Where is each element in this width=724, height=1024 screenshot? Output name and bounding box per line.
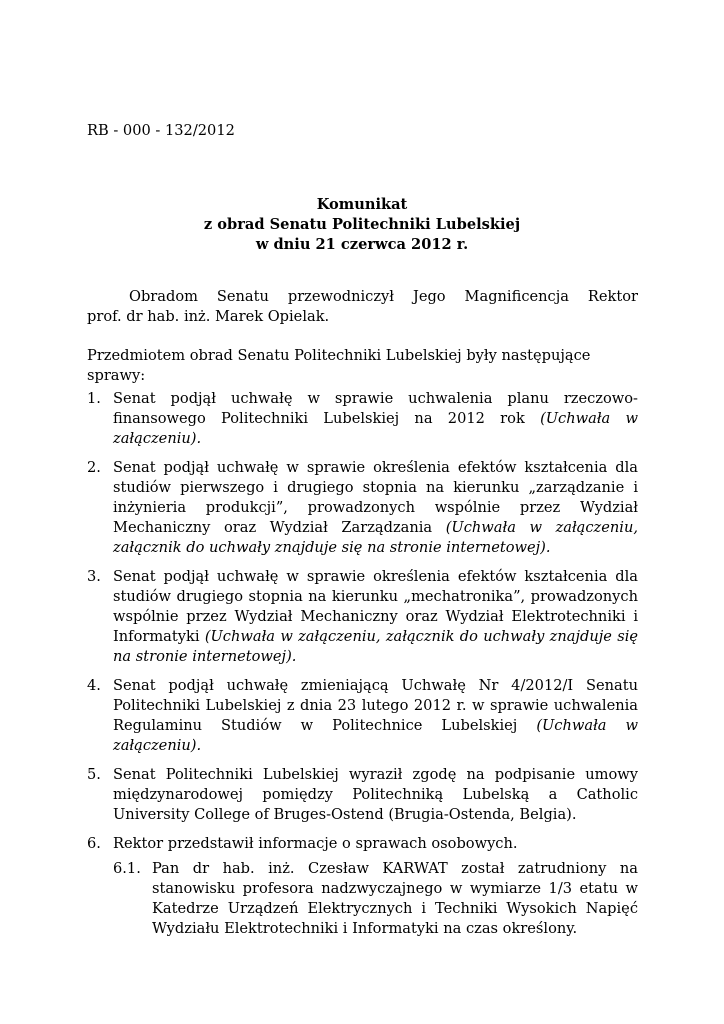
- item-text: Senat podjął uchwałę w sprawie określenia efektów kształcenia dla studiów drugiego stopnia na kierunku „mechatronika”, prowadzonych wspólnie przez Wydział Mechaniczny oraz Wydział Elektrotechniki i Informatyki: [113, 568, 638, 645]
- subitem-number: 6.1.: [113, 860, 141, 877]
- agenda-subitem-6-1: [113, 859, 638, 939]
- agenda-item-1: [87, 389, 638, 449]
- title-line-1: Komunikat: [316, 196, 408, 213]
- document-title: [0, 195, 724, 255]
- item-text: Senat podjął uchwałę zmieniającą Uchwałę Nr 4/2012/I Senatu Politechniki Lubelskiej z dnia 23 lutego 2012 r. w sprawie uchwalenia Regulaminu Studiów w Politechnice Lubelskiej: [113, 677, 638, 734]
- item-note: (Uchwała w załączeniu, załącznik do uchwały znajduje się na stronie internetowej).: [113, 519, 638, 556]
- item-text: Rektor przedstawił informacje o sprawach osobowych.: [113, 835, 518, 852]
- intro-paragraph: [87, 287, 638, 327]
- item-number: 2.: [87, 459, 101, 476]
- agenda-item-5: [87, 765, 638, 825]
- item-text: Senat Politechniki Lubelskiej wyraził zgodę na podpisanie umowy międzynarodowej pomiędzy Politechniką Lubelską a Catholic University College of Bruges-Ostend (Brugia-Ostenda, Belgia).: [113, 766, 638, 823]
- subject-paragraph: Przedmiotem obrad Senatu Politechniki Lubelskiej były następujące sprawy:: [87, 347, 591, 384]
- title-line-2: z obrad Senatu Politechniki Lubelskiej: [203, 216, 521, 233]
- intro-line-1: Obradom Senatu przewodniczył Jego Magnificencja Rektor: [129, 288, 638, 305]
- agenda-list: [87, 389, 638, 939]
- agenda-item-6: [87, 834, 638, 939]
- item-text: Senat podjął uchwałę w sprawie uchwalenia planu rzeczowo-finansowego Politechniki Lubelskiej na 2012 rok: [113, 390, 638, 427]
- intro-line-2: prof. dr hab. inż. Marek Opielak.: [87, 308, 330, 325]
- item-number: 6.: [87, 835, 101, 852]
- agenda-item-4: [87, 676, 638, 756]
- item-number: 1.: [87, 390, 101, 407]
- item-number: 5.: [87, 766, 101, 783]
- item-note: (Uchwała w załączeniu, załącznik do uchwały znajduje się na stronie internetowej).: [113, 628, 638, 665]
- subitem-text: Pan dr hab. inż. Czesław KARWAT został zatrudniony na stanowisku profesora nadzwyczajnego w wymiarze 1/3 etatu w Katedrze Urządzeń Elektrycznych i Techniki Wysokich Napięć Wydziału Elektrotechniki i Informatyki na czas określony.: [152, 860, 638, 937]
- item-note: (Uchwała w załączeniu).: [113, 717, 638, 754]
- item-text: Senat podjął uchwałę w sprawie określenia efektów kształcenia dla studiów pierwszego i drugiego stopnia na kierunku „zarządzanie i inżynieria produkcji”, prowadzonych wspólnie przez Wydział Mechaniczny oraz Wydział Zarządzania: [113, 459, 638, 536]
- item-note: (Uchwała w załączeniu).: [113, 410, 639, 447]
- agenda-item-2: [87, 458, 638, 558]
- agenda-item-3: [87, 567, 638, 667]
- item-number: 4.: [87, 677, 101, 694]
- item-number: 3.: [87, 568, 101, 585]
- document-reference: RB - 000 - 132/2012: [87, 122, 235, 139]
- title-line-3: w dniu 21 czerwca 2012 r.: [255, 236, 469, 253]
